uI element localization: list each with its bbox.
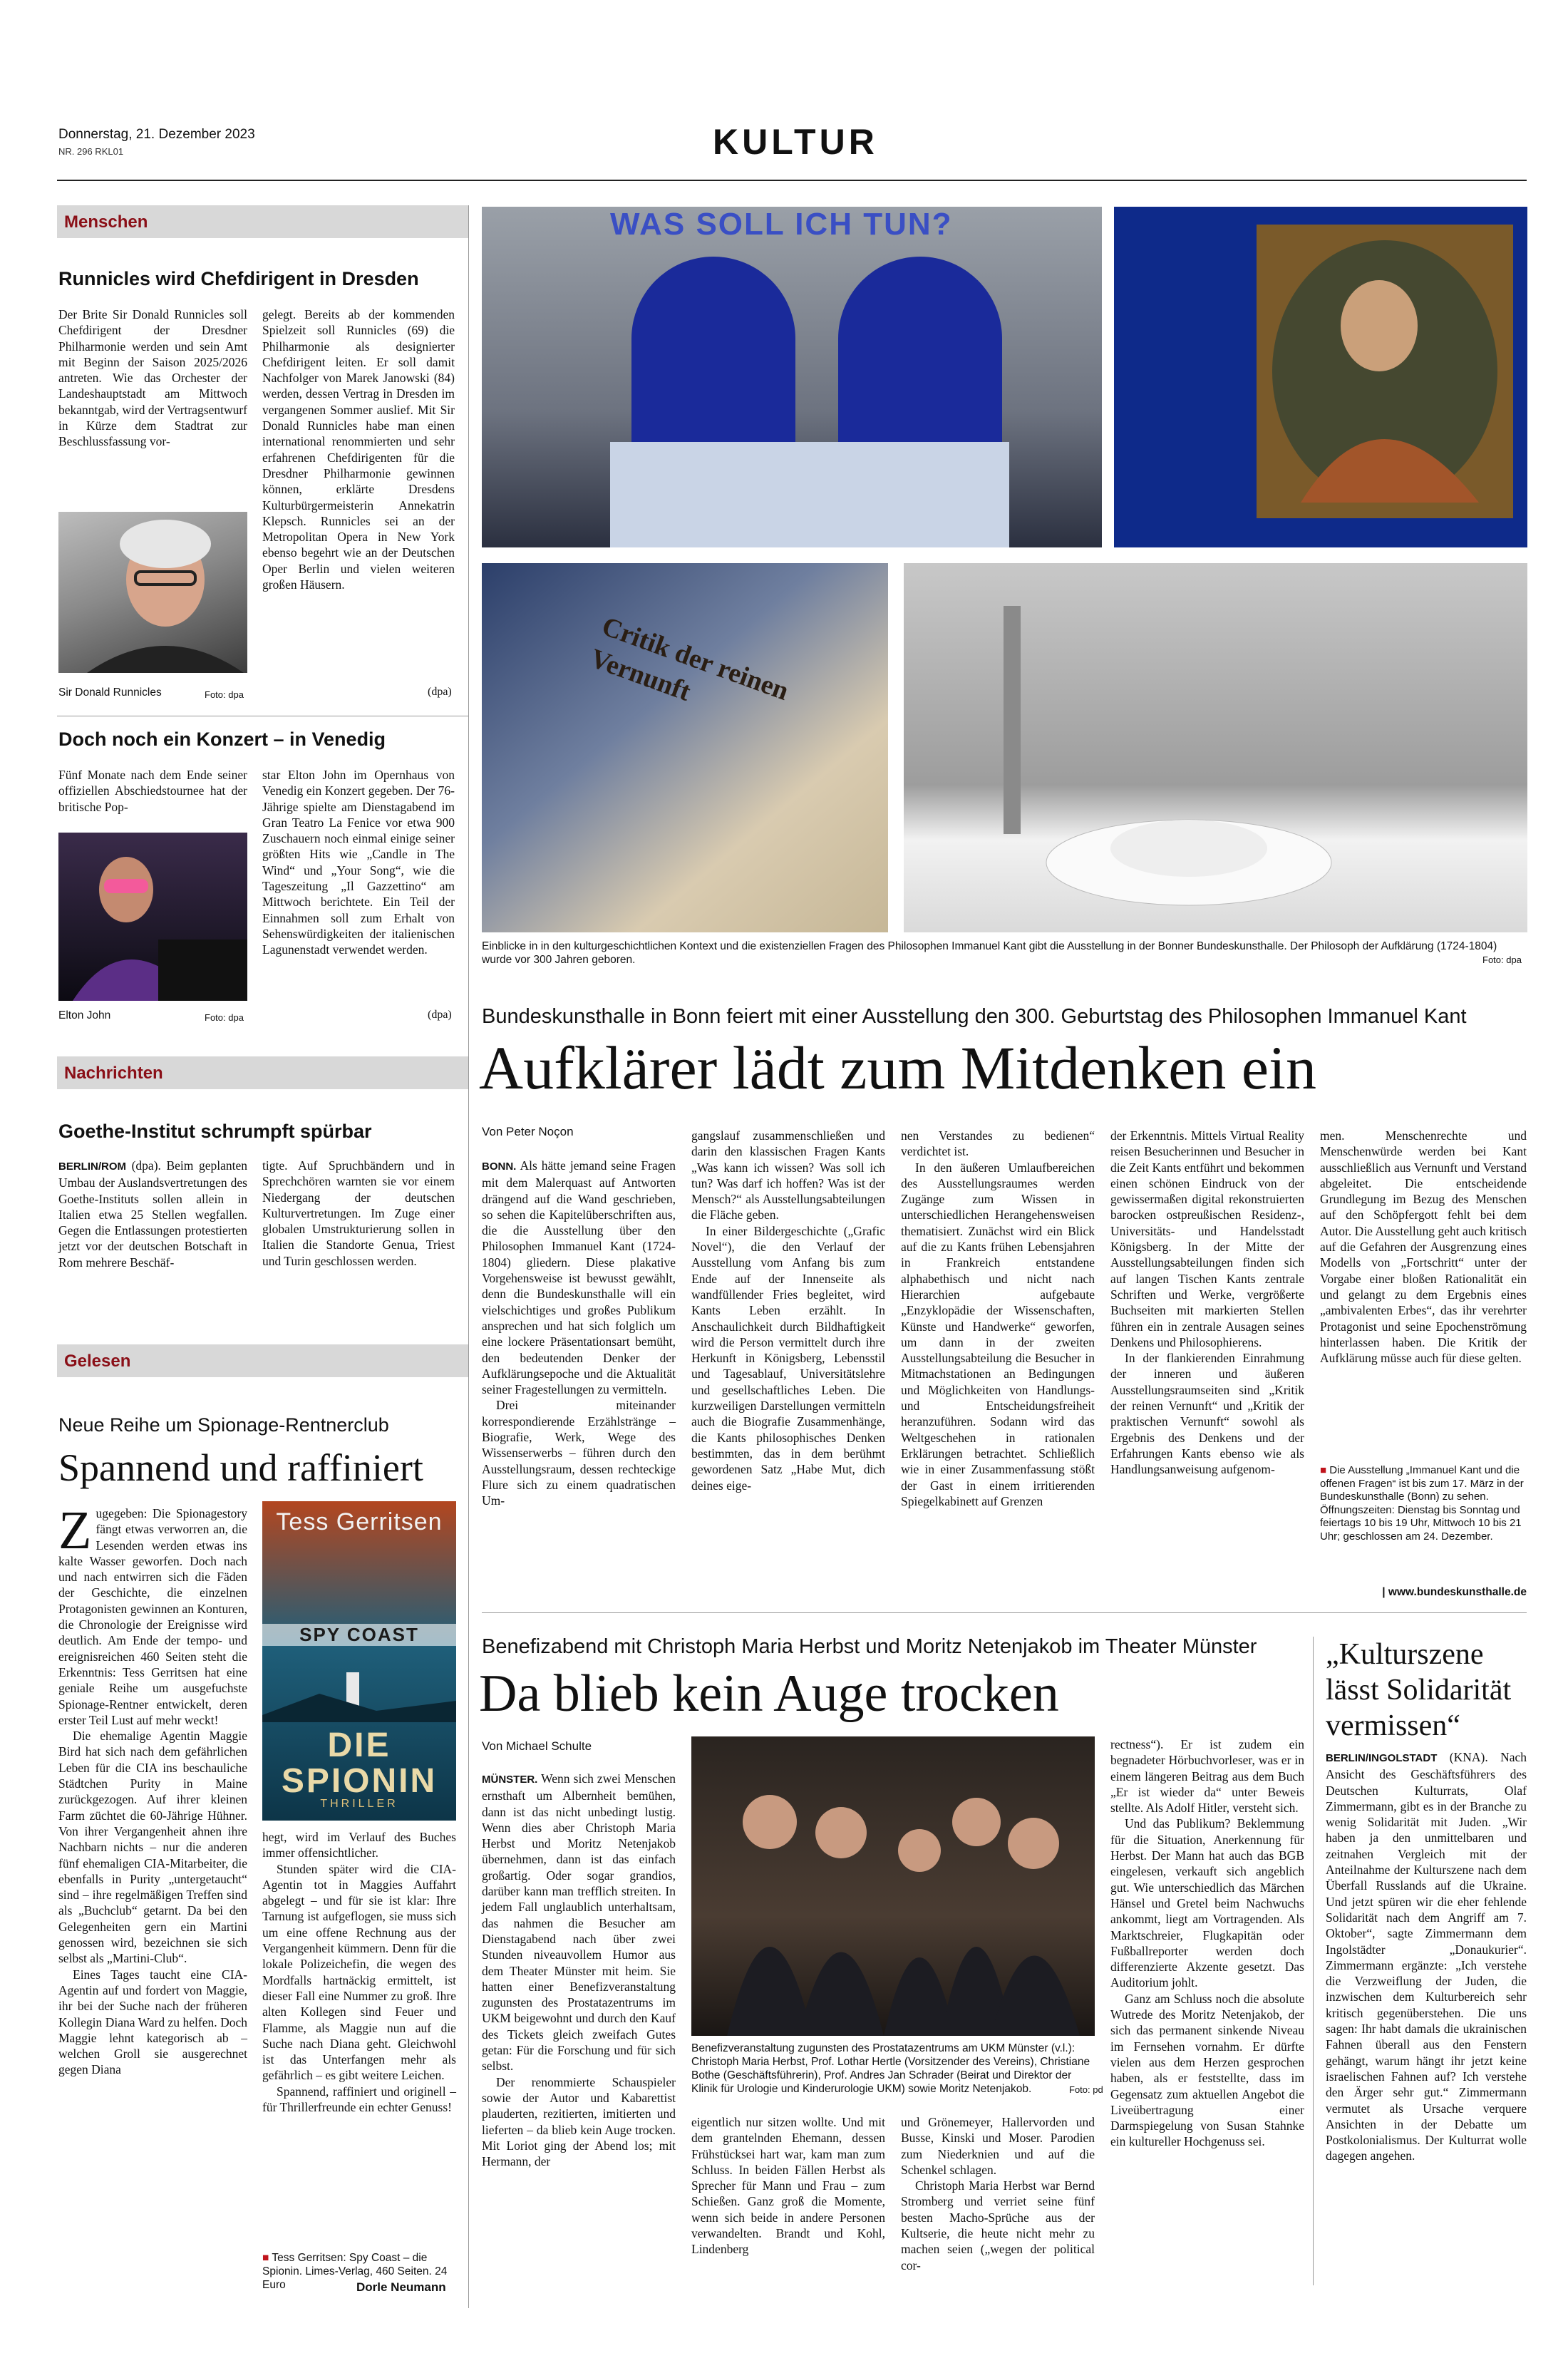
paragraph: nen Verstandes zu bedienen“ verdichtet ist.	[901, 1128, 1095, 1159]
portrait-illustration	[58, 512, 247, 673]
paragraph: (dpa). Beim geplanten Umbau der Auslandsvertretungen des Goethe-Instituts sollen allein in Italien etwa 25 Stellen wegfallen. Gegen die Entlassungen protestierten jetzt vor der deutschen Botschaft in Rom mehrere Beschäf-	[58, 1158, 247, 1270]
runnicles-col2	[262, 307, 455, 592]
kulturszene-text	[1326, 1749, 1527, 2164]
paragraph: Fünf Monate nach dem Ende seiner offiziellen Abschiedstournee hat der britische Pop-	[58, 768, 247, 814]
runnicles-credit: Foto: dpa	[205, 689, 244, 700]
paragraph: In der flankierenden Einrahmung der inneren und äußeren Ausstellungsraumseiten sind „Kritik der reinen Vernunft“ und „Kritik der praktischen Vernunft“ sowohl als Ergebnis des Denkens und der Erfahrungen Kants ebenso wie als Handlungsanweisung aufgenom-	[1110, 1351, 1304, 1477]
elton-credit: Foto: dpa	[205, 1012, 244, 1023]
paragraph: gelegt. Bereits ab der kommenden Spielzeit soll Runnicles (69) die Philharmonie als designierter Chefdirigent leiten. Er soll damit Nachfolger von Marek Janowski (84) werden, dessen Vertrag in Dresden im vergangenen Sommer auslief. Mit Sir Donald Runnicles habe man einen international renommierten und sehr erfahrenen Chefdirigenten für die Dresdner Philharmonie gewinnen können, erklärte Dresdens Kulturbürgermeisterin Annekatrin Klepsch. Runnicles sei an der Metropolitan Opera in New York ebenso begehrt wie an der Deutschen Oper Berlin und vielen weiteren großen Häusern.	[262, 307, 455, 592]
section-label: Gelesen	[64, 1352, 131, 1371]
gelesen-kicker: Neue Reihe um Spionage-Rentnerclub	[58, 1414, 389, 1436]
oil-painting	[1272, 240, 1497, 503]
header-rule	[57, 180, 1527, 181]
paragraph: tigte. Auf Spruchbändern und in Sprechchören warnten sie vor einem Niedergang der deutschen Kulturvertretungen. Im Zuge einer globalen Umstrukturierung sollen in Italien die Standorte Genua, Triest und Turin geschlossen werden.	[262, 1158, 455, 1268]
paragraph: hegt, wird im Verlauf des Buches immer offensichtlicher.	[262, 1830, 456, 1860]
kant-exhibition-info	[1320, 1464, 1527, 1543]
kant-col2	[691, 1128, 885, 1493]
group-illustration	[691, 1736, 1095, 2036]
paragraph: gangslauf zusammenschließen und darin den klassischen Fragen Kants „Was kann ich wissen? Was soll ich tun? Was darf ich hoffen? Was ist der Mensch?“ als Ausstellungsabteilungen die Fläche geben.	[691, 1128, 885, 1223]
bullet-icon: ■	[1320, 1464, 1327, 1476]
book-title-text: Critik der reinen Vernunft	[586, 611, 793, 707]
left-column-divider	[468, 205, 469, 2308]
table-setting-illustration	[904, 563, 1527, 932]
dropcap: Z	[58, 1501, 92, 1560]
book-info-text: Tess Gerritsen: Spy Coast – die Spionin. Limes-Verlag, 460 Seiten. 24 Euro	[262, 2252, 448, 2291]
section-nachrichten	[57, 1056, 468, 1089]
issue-number: NR. 296 RKL01	[58, 146, 124, 157]
elton-caption: Elton John	[58, 1009, 111, 1021]
divider	[482, 1612, 1527, 1613]
elton-photo	[58, 833, 247, 1001]
kant-col5	[1320, 1128, 1527, 1366]
paragraph: rectness“). Er ist zudem ein begnadeter Hörbuchvorleser, was er in einem längeren Beitrag aus dem Buch „Er ist wieder da“ unter Beweis stellte. Als Adolf Hitler, versteht sich.	[1110, 1737, 1304, 1816]
bullet-icon: ■	[262, 2252, 269, 2264]
kulturszene-headline: „Kulturszene lässt Solidarität vermissen“	[1326, 1638, 1512, 1742]
kant-byline: Von Peter Noçon	[482, 1125, 574, 1138]
benefiz-col3	[901, 2114, 1095, 2273]
section-label: Nachrichten	[64, 1064, 163, 1083]
kant-col4	[1110, 1128, 1304, 1478]
benefiz-photo	[691, 1736, 1095, 2036]
paragraph: In einer Bildergeschichte („Grafic Novel“), die den Verlauf der Ausstellung vom Anfang bis zum Ende auf der Innenseite als wandfüllender Fries begleitet, wird Kants Leben erzählt. In Anschaulichkeit durch Bildhaftigkeit wird die Person vermittelt durch ihre Herkunft in Königsberg, Lebensstil und Tagesablauf, Universitätslehre und gesellschaftliches Leben. Die kurzweiligen Darstellungen vermitteln auch die Biografie Zusammenhänge, die Kants philosophisches Denken bestimmten, das in dem berühmt gewordenen Satz „Habe Mut, dich deines eige-	[691, 1223, 885, 1493]
kant-photo-exhibition	[482, 207, 1102, 547]
runnicles-photo	[58, 512, 247, 673]
kant-headline: Aufklärer lädt zum Mitdenken ein	[479, 1034, 1316, 1102]
paragraph: In den äußeren Umlaufbereichen des Ausstellungsraumes werden Zugänge zum Wissen in unterschiedlichen Herangehensweisen thematisiert. Zunächst wird ein Blick auf die zu Kants frühen Lebensjahren in Frankreich entstandene alphabethisch und nicht nach Hierarchien aufgebaute „Enzyklopädie der Wissenschaften, Künste und Handwerke“ geworfen, um dann in der zweiten Ausstellungsabteilung die Besucher in Mitmachstationen an Bedingungen und Möglichkeiten von Handlungs- und Entscheidungsfreiheit heranzuführen. Sodann wird das Weltgeschehen in rationalen Erklärungen betrachtet. Schließlich wie in einer Zusammenfassung stößt der Gast in einem irritierenden Spiegelkabinett auf Grenzen	[901, 1160, 1095, 1508]
info-text: Die Ausstellung „Immanuel Kant und die offenen Fragen“ ist bis zum 17. März in der Bundeskunsthalle (Bonn) zu sehen. Öffnungszeiten: Dienstag bis Sonntag und feiertags 10 bis 19 Uhr, Mittwoch 10 bis 21 Uhr; geschlossen am 24. Dezember.	[1320, 1464, 1524, 1543]
kant-kicker: Bundeskunsthalle in Bonn feiert mit einer Ausstellung den 300. Geburtstag des Philosophen Immanuel Kant	[482, 1005, 1467, 1028]
gelesen-author: Dorle Neumann	[356, 2280, 446, 2294]
kant-col3	[901, 1128, 1095, 1509]
section-label: Menschen	[64, 212, 148, 232]
dateline: BONN.	[482, 1160, 517, 1173]
paragraph: Als hätte jemand seine Fragen mit dem Malerquast auf Antworten drängend auf die Wand geschrieben, so sehen die Kapitelüberschriften aus, die die Ausstellung über den Philosophen Immanuel Kant (1724-1804) gliedern. Diese plakative Vorgehensweise ist bewusst gewählt, denn die Bundeskunsthalle will ein vielschichtiges und großes Publikum ansprechen und hat sich folglich um eine lockere Präsentationsart bemüht, den bedeutenden Denker der Aufklärungsepoche und die Aktualität seiner Fragestellungen zu vermitteln.	[482, 1158, 676, 1397]
paragraph: Drei miteinander korrespondierende Erzählstränge – Biografie, Werk, Wege des Wissenserwerbs – führen durch den Ausstellungsraum, dessen rechteckige Flure sich zu einem quadratischen Um-	[482, 1398, 676, 1508]
benefiz-byline: Von Michael Schulte	[482, 1739, 592, 1753]
paragraph: men. Menschenrechte und Menschenwürde werden bei Kant ausschließlich aus Vernunft und Verstand abgeleitet. Die entscheidende Grundlegung im Bezug des Menschen auf den Schöpfergott fehlt bei dem Autor. Die Ausstellung geht auch kritisch auf die Gefahren der Ausgrenzung eines Modells von „Fortschritt“ unter der Vorgabe einer bloßen Rationalität ein und gelangt zu dem Ergebnis eines „ambivalenten Erbes“, das ihr verehrter Protagonist und seine Epochenströmung hinterlassen haben. Die Kritik der Aufklärung müsse auch für diese gelten.	[1320, 1128, 1527, 1366]
kant-photo-portrait	[1114, 207, 1527, 547]
paragraph: Stunden später wird die CIA-Agentin tot in Maggies Auffahrt abgelegt – und für sie ist klar: Ihre Tarnung ist aufgeflogen, sie muss sich um eine offene Rechnung aus der Vergangenheit kümmern. Denn für die lokale Polizeichefin, die wegen des Mordfalls hartnäckig ermittelt, ist dieser Fall eine Nummer zu groß. Ihre alten Kollegen sind Feuer und Flamme, als Maggie nun auf die Suche nach Diana geht. Gleichwohl ist das Unterfangen mehr als gefährlich – es gibt weitere Leichen.	[262, 1861, 456, 2083]
kant-photo-caption: Einblicke in in den kulturgeschichtlichen Kontext und die existenziellen Fragen des Philosophen Immanuel Kant gibt die Ausstellung in der Bonner Bundeskunsthalle. Der Philosoph der Aufklärung (1724-1804) wurde vor 300 Jahren geboren.	[482, 940, 1497, 966]
paragraph: star Elton John im Opernhaus von Venedig ein Konzert gegeben. Der 76-Jährige spielte am Dienstagabend im Gran Teatro La Fenice vor etwa 900 Zuschauern noch einmal einige seiner größten Hits wie „Candle in The Wind“ und „Your Song“, wie die Tageszeitung „Il Gazzettino“ am Mittwoch berichtete. Ein Teil der Einnahmen soll zum Erhalt von Sehenswürdigkeiten der italienischen Lagunenstadt verwendet werden.	[262, 768, 455, 957]
paragraph: und Grönemeyer, Hallervorden und Busse, Kinski und Moser. Parodien zum Niederknien und auf die Schenkel schlagen.	[901, 2115, 1095, 2177]
elton-col1	[58, 767, 247, 815]
paragraph: Ganz am Schluss noch die absolute Wutrede des Moritz Netenjakob, der sich das permanent sinkende Niveau im Fernsehen vornahm. Er dürfte vielen aus dem Herzen gesprochen haben, als er feststellte, dass im Gegensatz zum aktuellen Angebot die Liveübertragung einer Darmspiegelung von Susan Stahnke ein kultureller Hochgenuss sei.	[1110, 1991, 1304, 2149]
headline-runnicles: Runnicles wird Chefdirigent in Dresden	[58, 268, 419, 289]
wall-writing: WAS SOLL ICH TUN?	[610, 207, 953, 242]
benefiz-col1	[482, 1771, 676, 2169]
stage-illustration	[58, 833, 247, 1001]
book-genre: THRILLER	[320, 1798, 398, 1810]
kant-col1	[482, 1158, 676, 1509]
paragraph: Spannend, raffiniert und originell – für Thrillerfreunde ein echter Genuss!	[262, 2084, 456, 2115]
display-table	[610, 442, 1009, 547]
kant-photo-credit: Foto: dpa	[1482, 954, 1522, 965]
book-title: DIE SPIONIN	[281, 1726, 438, 1800]
benefiz-photo-credit: Foto: pd	[1069, 2084, 1103, 2095]
runnicles-col1	[58, 307, 247, 450]
kant-photo-book	[482, 563, 888, 932]
benefiz-col2	[691, 2114, 885, 2258]
paragraph: Die ehemalige Agentin Maggie Bird hat sich nach dem gefährlichen Leben für die CIA ins beschauliche Städtchen Purity in Maine zurückgezogen. Auf ihrer kleinen Farm züchtet die 60-Jährige Hühner. Von ihrer Vergangenheit ahnen ihre Nachbarn nichts – nur die anderen fünf ehemaligen CIA-Mitarbeiter, die ebenfalls in Purity „untergetaucht“ sind – ihre regelmäßigen Treffen sind als „Buchclub“ getarnt. Da bei den Gelegenheiten gern ein Martini genossen wird, bezeichnen sie sich selbst als „Martini-Club“.	[58, 1729, 247, 1966]
lighthouse-illustration	[262, 1665, 456, 1722]
goethe-col2	[262, 1158, 455, 1269]
dateline: BERLIN/INGOLSTADT	[1326, 1752, 1438, 1764]
runnicles-source: (dpa)	[428, 686, 452, 698]
headline-elton: Doch noch ein Konzert – in Venedig	[58, 729, 386, 750]
gelesen-col2	[262, 1829, 456, 2115]
dateline: MÜNSTER.	[482, 1774, 538, 1786]
elton-source: (dpa)	[428, 1009, 452, 1021]
column-divider	[1313, 1637, 1314, 2285]
portrait-illustration	[1272, 240, 1497, 503]
goethe-col1	[58, 1158, 247, 1270]
runnicles-caption: Sir Donald Runnicles	[58, 686, 162, 699]
section-gelesen	[57, 1344, 468, 1377]
paragraph: Christoph Maria Herbst war Bernd Stromberg und verriet seine fünf besten Macho-Sprüche aus der Kultserie, die heute nicht mehr zu machen seien („wegen der political cor-	[901, 2178, 1095, 2273]
paragraph: Der renommierte Schauspieler sowie der Autor und Kabarettist plauderten, rezitierten, imitierten und lieferten – da blieb kein Auge trocken. Mit Loriot ging der Abend los; mit Hermann, der	[482, 2074, 676, 2169]
benefiz-col4	[1110, 1736, 1304, 2150]
book-author: Tess Gerritsen	[276, 1508, 443, 1535]
benefiz-kicker: Benefizabend mit Christoph Maria Herbst und Moritz Netenjakob im Theater Münster	[482, 1635, 1257, 1658]
gelesen-col1	[58, 1501, 247, 2078]
paragraph: eigentlich nur sitzen wollte. Und mit dem grantelnden Ehemann, dessen Frühstücksei hart war, kam man zum Schluss. In beiden Fällen Herbst als Sprecher für Mann und Frau – zum Schießen. Ganz groß die Momente, wenn sich beide in andere Personen verwandelten. Brandt und Kohl, Lindenberg	[691, 2115, 885, 2257]
dateline: BERLIN/ROM	[58, 1160, 126, 1173]
gelesen-headline: Spannend und raffiniert	[58, 1446, 423, 1489]
paragraph: der Erkenntnis. Mittels Virtual Reality reisen Besucherinnen und Besucher in die Zeit Kants entführt und bekommen einen schönen Eindruck von der gewissermaßen digital rekonstruierten barocken ostpreußischen Residenz-, Universitäts- und Handelsstadt Königsberg. In der Mitte der Ausstellungsabteilungen finden sich auf langen Tischen Kants zentrale Schriften und Werke, vergrößerte Buchseiten mit markierten Stellen führen ein in zentrale Ausagen seines Denkens und Philosophierens.	[1110, 1128, 1304, 1349]
benefiz-headline: Da blieb kein Auge trocken	[479, 1664, 1059, 1723]
section-menschen	[57, 205, 468, 238]
url-bar-icon: |	[1382, 1586, 1386, 1598]
paragraph: Und das Publikum? Beklemmung für die Situation, Anerkennung für Herbst. Der Mann hat auch das BGB eingelesen, verkauft sich angeblich gut. Wie unterschiedlich das Märchen Hänsel und Gretel beim Nachwuchs ankommt, liegt am Vortragenden. Als Marktschreier, Flugkapitän oder Fußballreporter werden doch differenzierte Akzente gesetzt. Das Auditorium johlt.	[1110, 1816, 1304, 1990]
headline-goethe: Goethe-Institut schrumpft spürbar	[58, 1121, 372, 1142]
kant-url[interactable]	[1320, 1585, 1527, 1599]
paragraph: ugegeben: Die Spionagestory fängt etwas verworren an, die Lesenden werden etwas ins kalte Wasser geworfen. Doch nach und nach entwirren sich die Fäden der Geschichte, die einzelnen Protagonisten gewinnen an Konturen, die Chronologie der Ereignisse wird deutlich. Am Ende der tempo- und ereignisreichen 460 Seiten steht die Erkenntnis: Tess Gerritsen hat eine geniale Reihe um ausgefuchste Spionage-Rentner entwickelt, deren erster Teil Lust auf mehr weckt!	[58, 1506, 247, 1727]
book-cover	[262, 1501, 456, 1821]
kant-photo-table	[904, 563, 1527, 932]
section-title: KULTUR	[713, 122, 878, 162]
benefiz-photo-caption: Benefizveranstaltung zugunsten des Prostatazentrums am UKM Münster (v.l.): Christoph Maria Herbst, Prof. Lothar Hertle (Vorsitzender des Vereins), Christiane Bothe (Geschäftsführerin), Prof. Andres Jan Schrader (Beirat und Direktor der Klinik für Urologie und Kinderurologie UKM) sowie Moritz Netenjakob.	[691, 2042, 1090, 2095]
paragraph: Eines Tages taucht eine CIA- Agentin auf und fordert von Maggie, ihr bei der Suche nach der früheren Kollegin Diana Ward zu helfen. Doch Maggie lehnt kategorisch ab – welchen Groll sie ausgerechnet gegen Diana	[58, 1967, 247, 2077]
url-link[interactable]: www.bundeskunsthalle.de	[1388, 1586, 1527, 1598]
paragraph: (KNA). Nach Ansicht des Geschäftsführers des Deutschen Kulturrats, Olaf Zimmermann, gibt es in der Branche zu wenig Solidarität mit Juden. „Wir haben ja den unmittelbaren und zeitnahen Vergleich mit der Anteilnahme der Kulturszene nach dem Überfall Russlands auf die Ukraine. Und jetzt spüren wir die eher fehlende Solidarität nach dem Angriff am 7. Oktober“, sagte Zimmermann dem Ingolstädter „Donaukurier“. Zimmermann ergänzte: „Ich verstehe die Verzweiflung der Juden, die inzwischen dem Kulturbereich sehr kritisch gegenüberstehen. Die uns sagen: Ihr habt damals die ukrainischen Fahnen überall aus den Fenstern gehängt, warum hängt ihr jetzt keine israelischen Fahnen auf? Ich verstehe den Ärger sehr gut.“ Zimmermann vermutet als Ursache verquere Ansichten in der Debatte um Postkolonialismus. Der Kulturrat wolle dagegen angehen.	[1326, 1750, 1527, 2163]
issue-date: Donnerstag, 21. Dezember 2023	[58, 127, 255, 142]
elton-col2	[262, 767, 455, 958]
paragraph: Der Brite Sir Donald Runnicles soll Chefdirigent der Dresdner Philharmonie werden und sein Amt mit Beginn der Saison 2025/2026 antreten. Wie das Orchester der Landeshauptstadt am Mittwoch bekanntgab, wird der Vertragsentwurf in Kürze dem Stadtrat zur Beschlussfassung vor-	[58, 307, 248, 449]
book-title-top: SPY COAST	[262, 1624, 456, 1646]
paragraph: Wenn sich zwei Menschen ernsthaft um Albernheit bemühen, dann ist das nicht unbedingt lustig. Wenn dies aber Christoph Maria Herbst und Moritz Netenjakob übernehmen, dann ist das einfach großartig. Oder sogar grandios, darüber kann man trefflich streiten. In jedem Fall unglaublich unterhaltsam, das nahmen die Besucher am Dienstagabend nach über zwei Stunden niveauvollem Humor aus dem Theater Münster mit heim. Sie hatten einer Benefizveranstaltung zugunsten des Prostatazentrums im UKM beigewohnt und durch den Kauf des Tickets gleich zweifach Gutes getan: Für die Forschung und für sich selbst.	[482, 1771, 676, 2074]
